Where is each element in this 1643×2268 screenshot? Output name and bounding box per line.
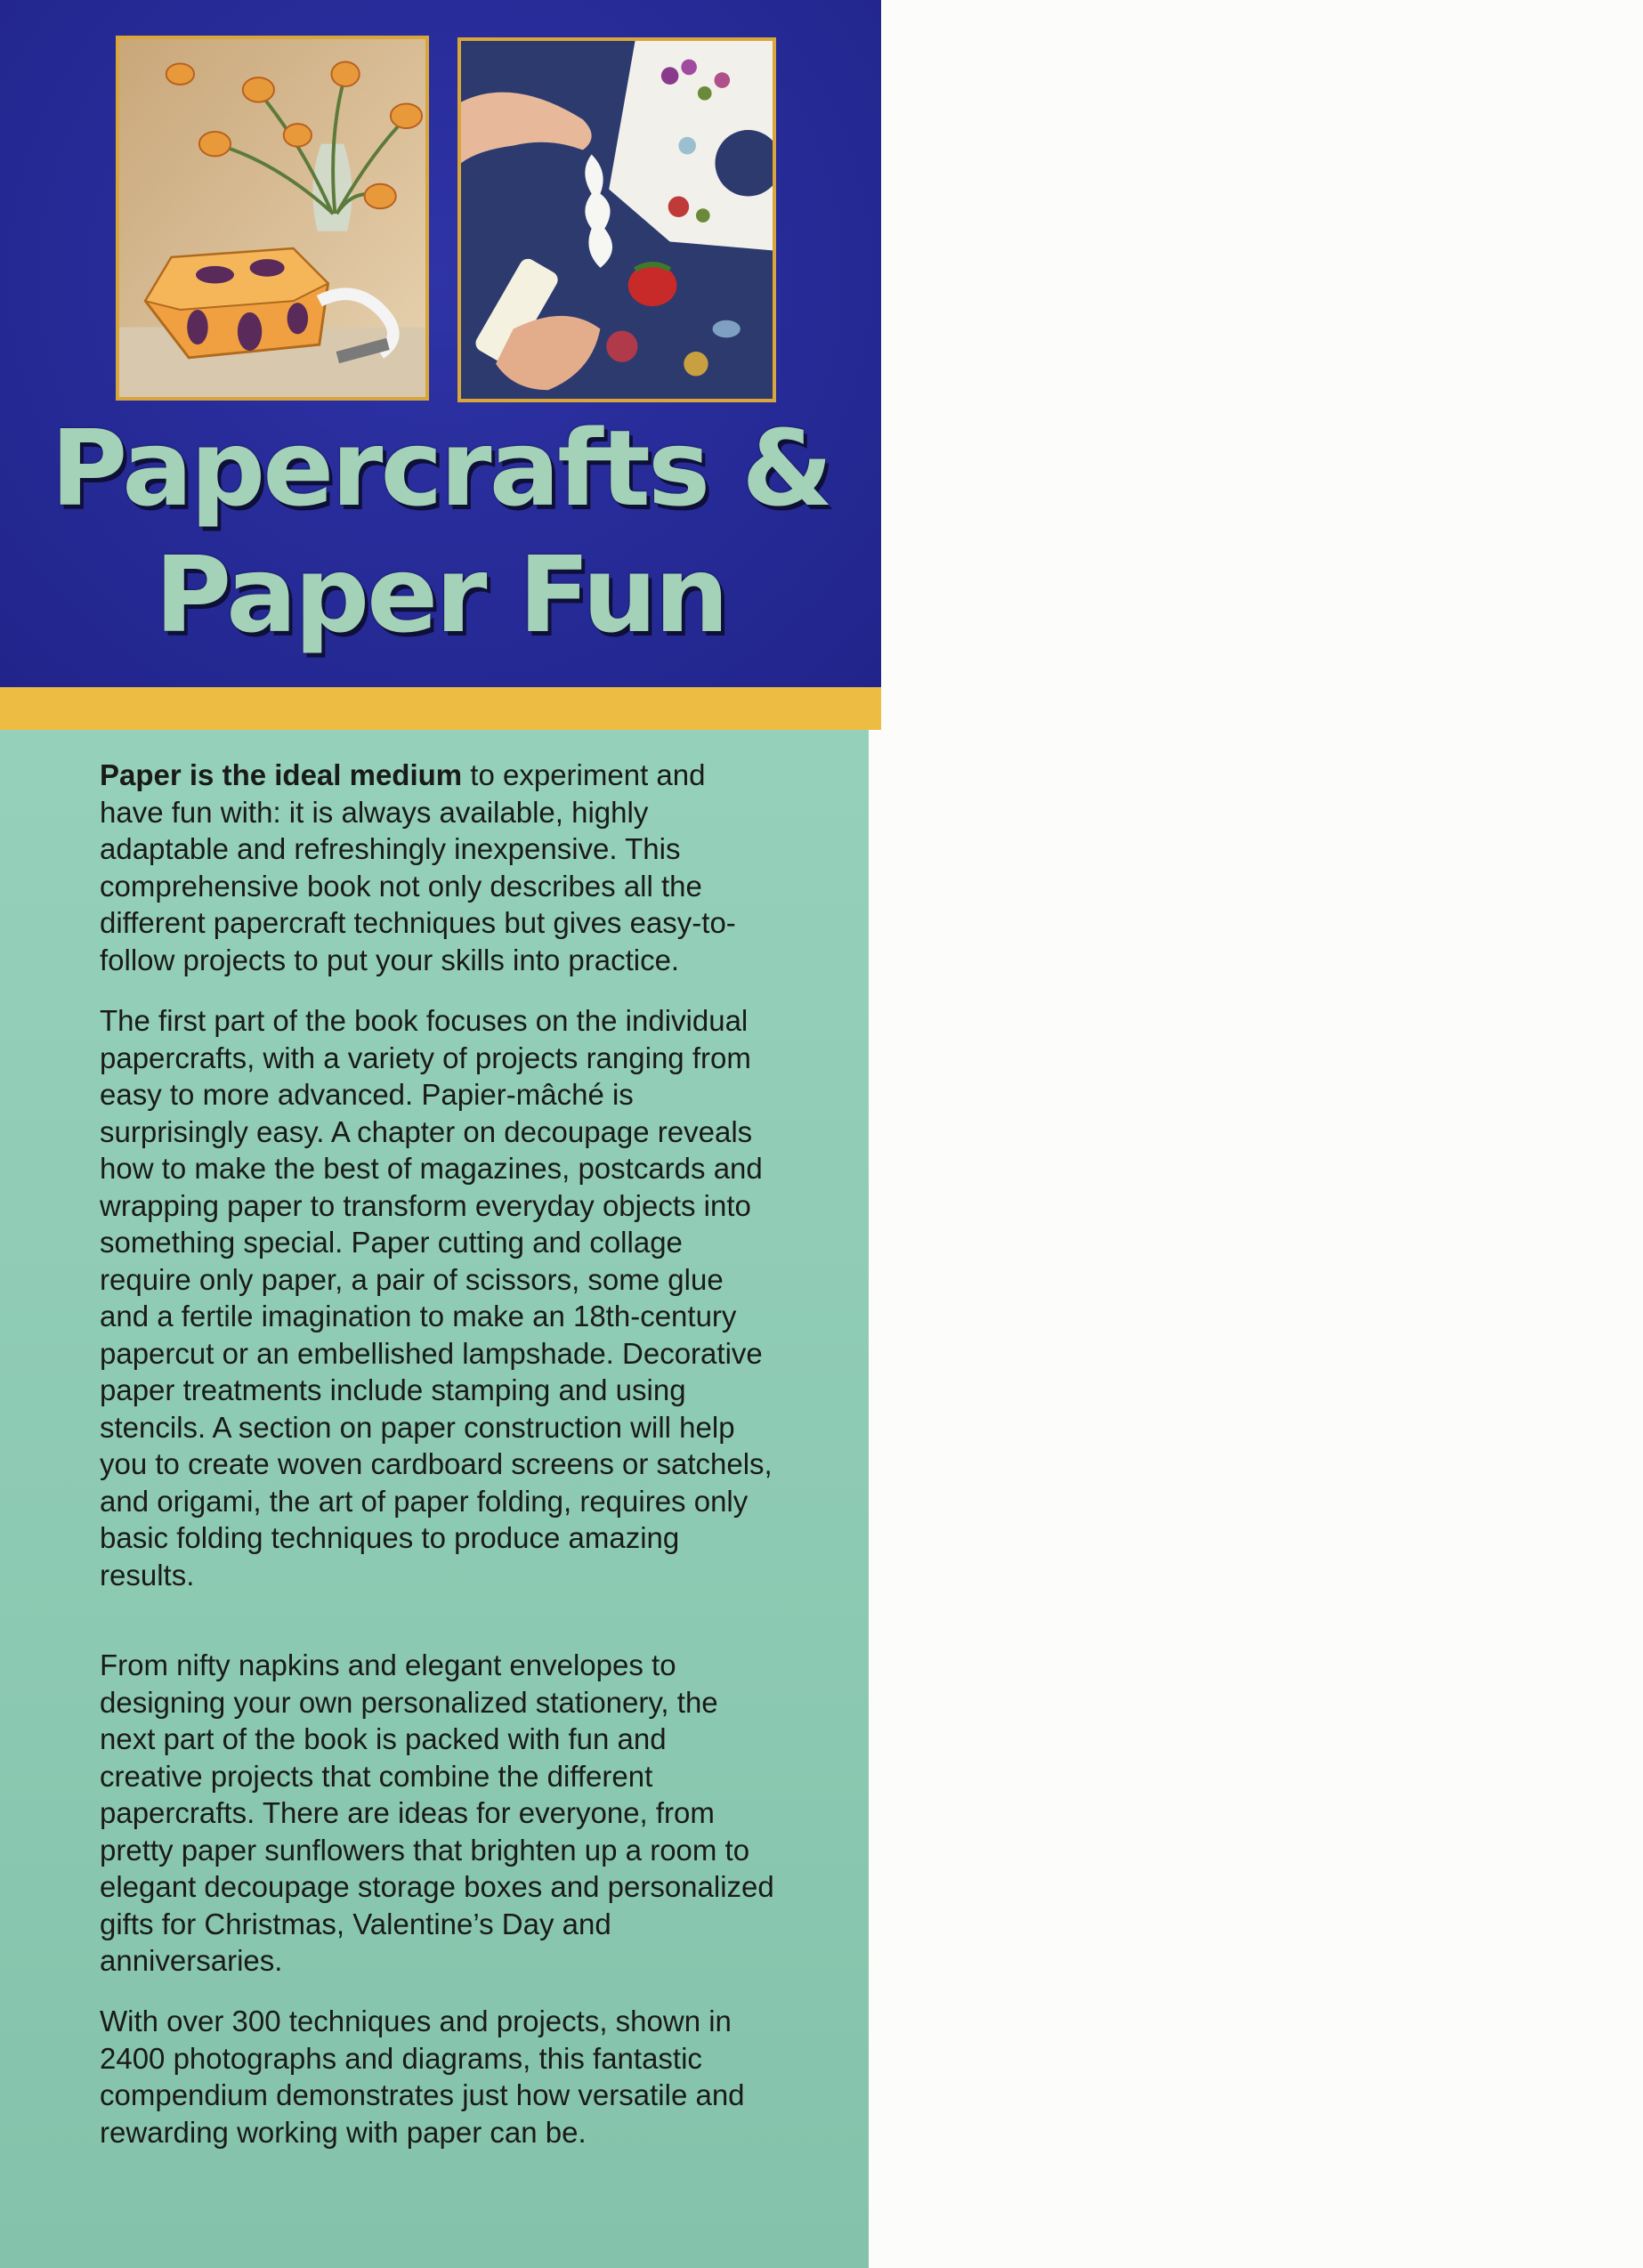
cutting-paper-flowers-icon [461,41,773,399]
blank-white-area [869,0,1643,2268]
decoupage-box-with-tulips-image [116,36,429,401]
blurb-paragraph-3: From nifty napkins and elegant envelopes to designing your own personalized stationery, the next part of the book is packed with fun and creative projects that combine the different papercrafts. There are ideas for everyone, from pretty paper sunflowers that brighten up a room to elegant decoupage storage boxes and personalized gifts for Christmas, Valentine’s Day and anniversaries. [100,1648,774,1977]
blurb-paragraph-4: With over 300 techniques and projects, shown in 2400 photographs and diagrams, this fantastic compendium demonstrates just how versatile and rewarding working with paper can be. [100,2005,745,2149]
blurb-paragraph-1 [100,757,776,978]
cover-title-line-2: Paper Fun [154,533,727,656]
cutting-paper-flowers-image [457,37,776,402]
blurb-paragraph-1-text: to experiment and have fun with: it is always available, highly adaptable and refreshingly inexpensive. This comprehensive book not only describes all the different papercraft techniques but gives easy-to-follow projects to put your skills into practice. [100,758,736,976]
title-banner [0,0,881,687]
blurb-panel [0,730,869,2268]
decoupage-box-with-tulips-icon [119,39,425,397]
cover-title-line-1: Papercrafts & [50,407,831,530]
blurb-paragraph-2: The first part of the book focuses on the individual papercrafts, with a variety of projects ranging from easy to more advanced. Papier-mâché is surprisingly easy. A chapter on decoupage reveals how to make the best of magazines, postcards and wrapping paper to transform everyday objects into something special. Paper cutting and collage require only paper, a pair of scissors, some glue and a fertile imagination to make an 18th-century papercut or an embellished lampshade. Decorative paper treatments include stamping and using stencils. A section on paper construction will help you to create woven cardboard screens or satchels, and origami, the art of paper folding, requires only basic folding techniques to produce amazing results. [100,1004,773,1592]
blurb-lead-text: Paper is the ideal medium [100,758,463,791]
yellow-divider-stripe [0,687,881,730]
